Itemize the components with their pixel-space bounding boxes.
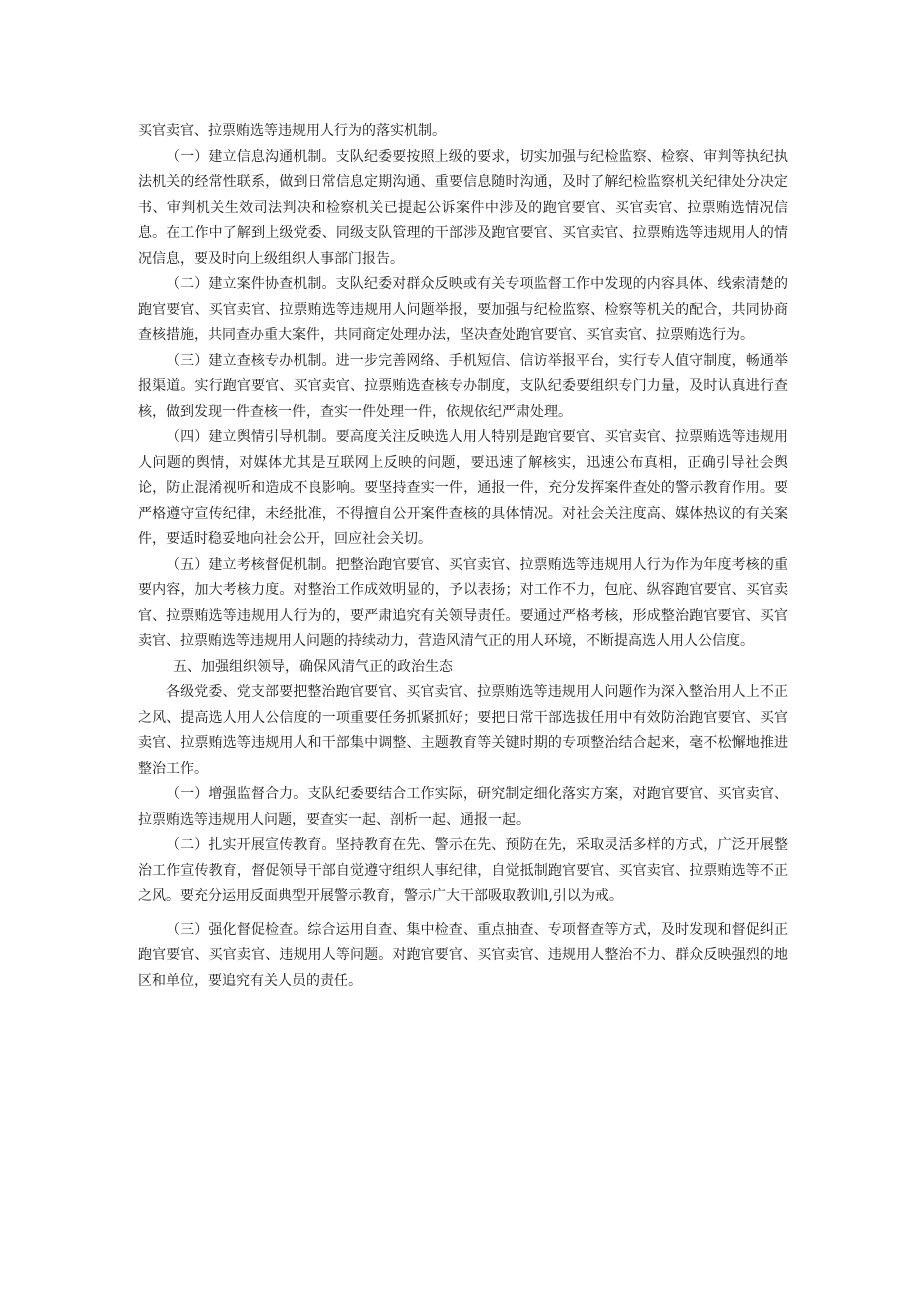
paragraph-assessment: （五）建立考核督促机制。把整治跑官要官、买官卖官、拉票贿选等违规用人行为作为年度考核的重要内容，加大考核力度。对整治工作成效明显的，予以表扬；对工作不力，包庇、纵容跑官要官、买官卖官、拉票贿选等违规用人行为的，要严肃追究有关领导责任。要通过严格考核，形成整治跑官要官、买官卖官、拉票贿选等违规用人问题的持续动力，营造风清气正的用人环境，不断提高选人用人公信度。 <box>138 556 788 649</box>
paragraph-continuation: 买官卖官、拉票贿选等违规用人行为的落实机制。 <box>138 123 446 139</box>
paragraph-info-communication: （一）建立信息沟通机制。支队纪委要按照上级的要求，切实加强与纪检监察、检察、审判等执纪执法机关的经常性联系，做到日常信息定期沟通、重要信息随时沟通，及时了解纪检监察机关纪律处分决定书、审判机关生效司法判决和检察机关已提起公诉案件中涉及的跑官要官、买官卖官、拉票贿选情况信息。在工作中了解到上级党委、同级支队管理的干部涉及跑官要官、买官卖官、拉票贿选等违规用人的情况信息，要及时向上级组织人事部门报告。 <box>138 148 788 267</box>
document-page <box>138 119 788 994</box>
paragraph-supervision: （一）增强监督合力。支队纪委要结合工作实际，研究制定细化落实方案，对跑官要官、买官卖官、拉票贿选等违规用人问题，要查实一起、剖析一起、通报一起。 <box>138 786 788 828</box>
section-heading-five: 五、加强组织领导，确保风清气正的政治生态 <box>173 658 453 675</box>
paragraph-verification: （三）建立查核专办机制。进一步完善网络、手机短信、信访举报平台，实行专人值守制度，畅通举报渠道。实行跑官要官、买官卖官、拉票贿选查核专办制度，支队纪委要组织专门力量，及时认真进行查核，做到发现一件查核一件，查实一件处理一件，依规依纪严肃处理。 <box>138 352 788 420</box>
paragraph-party-committees: 各级党委、党支部要把整治跑官要官、买官卖官、拉票贿选等违规用人问题作为深入整治用人上不正之风、提高选人用人公信度的一项重要任务抓紧抓好；要把日常干部选拔任用中有效防治跑官要官、买官卖官、拉票贿选等违规用人和干部集中调整、主题教育等关键时期的专项整治结合起来，毫不松懈地推进整治工作。 <box>138 684 788 777</box>
paragraph-case-coordination: （二）建立案件协查机制。支队纪委对群众反映或有关专项监督工作中发现的内容具体、线索清楚的跑官要官、买官卖官、拉票贿选等违规用人问题举报，要加强与纪检监察、检察等机关的配合，共同协商查核措施，共同查办重大案件，共同商定处理办法，坚决查处跑官要官、买官卖官、拉票贿选行为。 <box>138 276 788 343</box>
paragraph-public-opinion: （四）建立舆情引导机制。要高度关注反映选人用人特别是跑官要官、买官卖官、拉票贿选等违规用人问题的舆情，对媒体尤其是互联网上反映的问题，要迅速了解核实，迅速公布真相，正确引导社会舆论，防止混淆视听和造成不良影响。要坚持查实一件，通报一件，充分发挥案件查处的警示教育作用。要严格遵守宣传纪律，未经批准，不得擅自公开案件查核的具体情况。对社会关注度高、媒体热议的有关案件，要适时稳妥地向社会公开，回应社会关切。 <box>138 429 788 547</box>
paragraph-education: （二）扎实开展宣传教育。坚持教育在先、警示在先、预防在先，采取灵活多样的方式，广泛开展整治工作宣传教育，督促领导干部自觉遵守组织人事纪律，自觉抵制跑官要官、买官卖官、拉票贿选等不正之风。要充分运用反面典型开展警示教育，警示广大干部吸取教训l,引以为戒。 <box>138 837 788 904</box>
paragraph-inspection: （三）强化督促检查。综合运用自查、集中检查、重点抽查、专项督查等方式，及时发现和督促纠正跑官要官、买官卖官、违规用人等问题。对跑官要官、买官卖官、违规用人整治不力、群众反映强烈的地区和单位，要追究有关人员的责任。 <box>138 921 788 989</box>
